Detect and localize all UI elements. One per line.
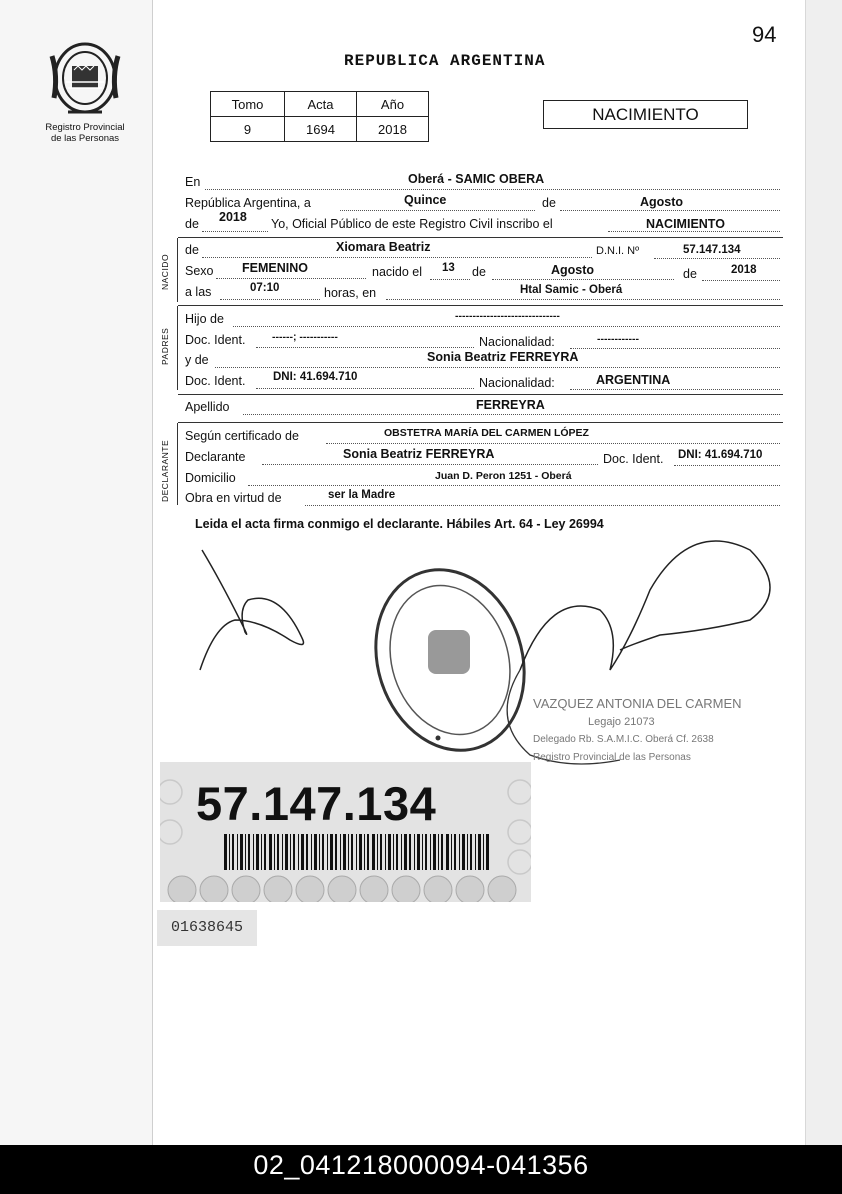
- de2-label: de: [185, 217, 199, 231]
- officer-signature-icon: [520, 541, 770, 670]
- event-value: NACIMIENTO: [646, 217, 725, 231]
- dni-value: 57.147.134: [683, 244, 741, 256]
- page-number: 94: [752, 22, 777, 47]
- y-de-label: y de: [185, 353, 209, 367]
- sticker-id-number: 57.147.134: [196, 777, 437, 830]
- father-doc-value: ------; -----------: [272, 331, 338, 343]
- mother-doc-label: Doc. Ident.: [185, 374, 246, 388]
- birth-year-value: 2018: [731, 264, 757, 276]
- nacido-el-label: nacido el: [372, 265, 423, 279]
- id-sticker: [160, 762, 531, 902]
- officer-stamp-text: VAZQUEZ ANTONIA DEL CARMEN Legajo 21073 Delegado Rb. S.A.M.I.C. Oberá Cf. 2638 Registro Provincial de las Personas: [533, 696, 742, 763]
- father-nationality-label: Nacionalidad:: [479, 335, 555, 349]
- header-acta: Acta: [285, 92, 357, 117]
- serial-number: 01638645: [157, 910, 257, 946]
- time-value: 07:10: [250, 282, 280, 294]
- declarante-doc-label: Doc. Ident.: [603, 452, 664, 466]
- provincial-seal-icon: [48, 36, 122, 118]
- birth-month-value: Agosto: [551, 263, 595, 277]
- father-doc-label: Doc. Ident.: [185, 333, 246, 347]
- value-ano: 2018: [357, 117, 429, 142]
- birth-de-label: de: [472, 265, 486, 279]
- officer-text: Yo, Oficial Público de este Registro Civil inscribo el: [271, 217, 553, 231]
- day-value: Quince: [404, 193, 447, 207]
- dni-label: D.N.I. Nº: [596, 245, 640, 257]
- certificado-value: OBSTETRA MARÍA DEL CARMEN LÓPEZ: [384, 427, 589, 439]
- declarante-doc-value: DNI: 41.694.710: [678, 449, 763, 461]
- record-type-box: NACIMIENTO: [543, 100, 748, 129]
- mother-doc-value: DNI: 41.694.710: [273, 371, 358, 383]
- delegation-stamp-icon: [353, 550, 547, 769]
- sexo-label: Sexo: [185, 264, 214, 278]
- record-table: [210, 91, 429, 142]
- de-label: de: [542, 196, 556, 210]
- mother-name-value: Sonia Beatriz FERREYRA: [427, 350, 579, 364]
- document-title: REPUBLICA ARGENTINA: [344, 52, 546, 70]
- obra-value: ser la Madre: [328, 489, 396, 501]
- closing-text: Leida el acta firma conmigo el declarante. Hábiles Art. 64 - Ley 26994: [195, 517, 604, 531]
- value-tomo: 9: [211, 117, 285, 142]
- domicilio-label: Domicilio: [185, 471, 236, 485]
- horas-en-label: horas, en: [324, 286, 377, 300]
- nacido-de-label: de: [185, 243, 199, 257]
- barcode-icon: [224, 834, 490, 870]
- apellido-label: Apellido: [185, 400, 230, 414]
- file-identifier-footer: 02_041218000094-041356: [0, 1145, 842, 1194]
- declarante-label: Declarante: [185, 450, 246, 464]
- mother-nationality-value: ARGENTINA: [596, 373, 671, 387]
- sexo-value: FEMENINO: [242, 261, 308, 275]
- declarante-value: Sonia Beatriz FERREYRA: [343, 447, 495, 461]
- page-edge: [806, 0, 842, 1145]
- year-value: 2018: [219, 210, 247, 224]
- hijo-de-label: Hijo de: [185, 312, 224, 326]
- header-ano: Año: [357, 92, 429, 117]
- birth-day-value: 13: [442, 262, 455, 274]
- domicilio-value: Juan D. Peron 1251 - Oberá: [435, 470, 572, 482]
- header-tomo: Tomo: [211, 92, 285, 117]
- padres-side-label: PADRES: [160, 327, 170, 365]
- declarant-signature-icon: [200, 550, 304, 670]
- value-acta: 1694: [285, 117, 357, 142]
- obra-label: Obra en virtud de: [185, 491, 282, 505]
- father-name-value: ------------------------------: [455, 310, 560, 322]
- en-label: En: [185, 175, 201, 189]
- a-las-label: a las: [185, 285, 212, 299]
- child-name-value: Xiomara Beatriz: [336, 240, 431, 254]
- apellido-value: FERREYRA: [476, 398, 545, 412]
- declarante-side-label: DECLARANTE: [160, 439, 170, 502]
- place-value: Oberá - SAMIC OBERA: [408, 172, 545, 186]
- month-value: Agosto: [640, 195, 684, 209]
- certificado-label: Según certificado de: [185, 429, 299, 443]
- republica-label: República Argentina, a: [185, 196, 311, 210]
- father-nationality-value: ------------: [597, 333, 639, 345]
- birth-de2-label: de: [683, 267, 697, 281]
- mother-nationality-label: Nacionalidad:: [479, 376, 555, 390]
- nacido-side-label: NACIDO: [160, 253, 170, 290]
- birth-place-value: Htal Samic - Oberá: [520, 284, 623, 296]
- seal-caption: Registro Provincial de las Personas: [45, 122, 125, 144]
